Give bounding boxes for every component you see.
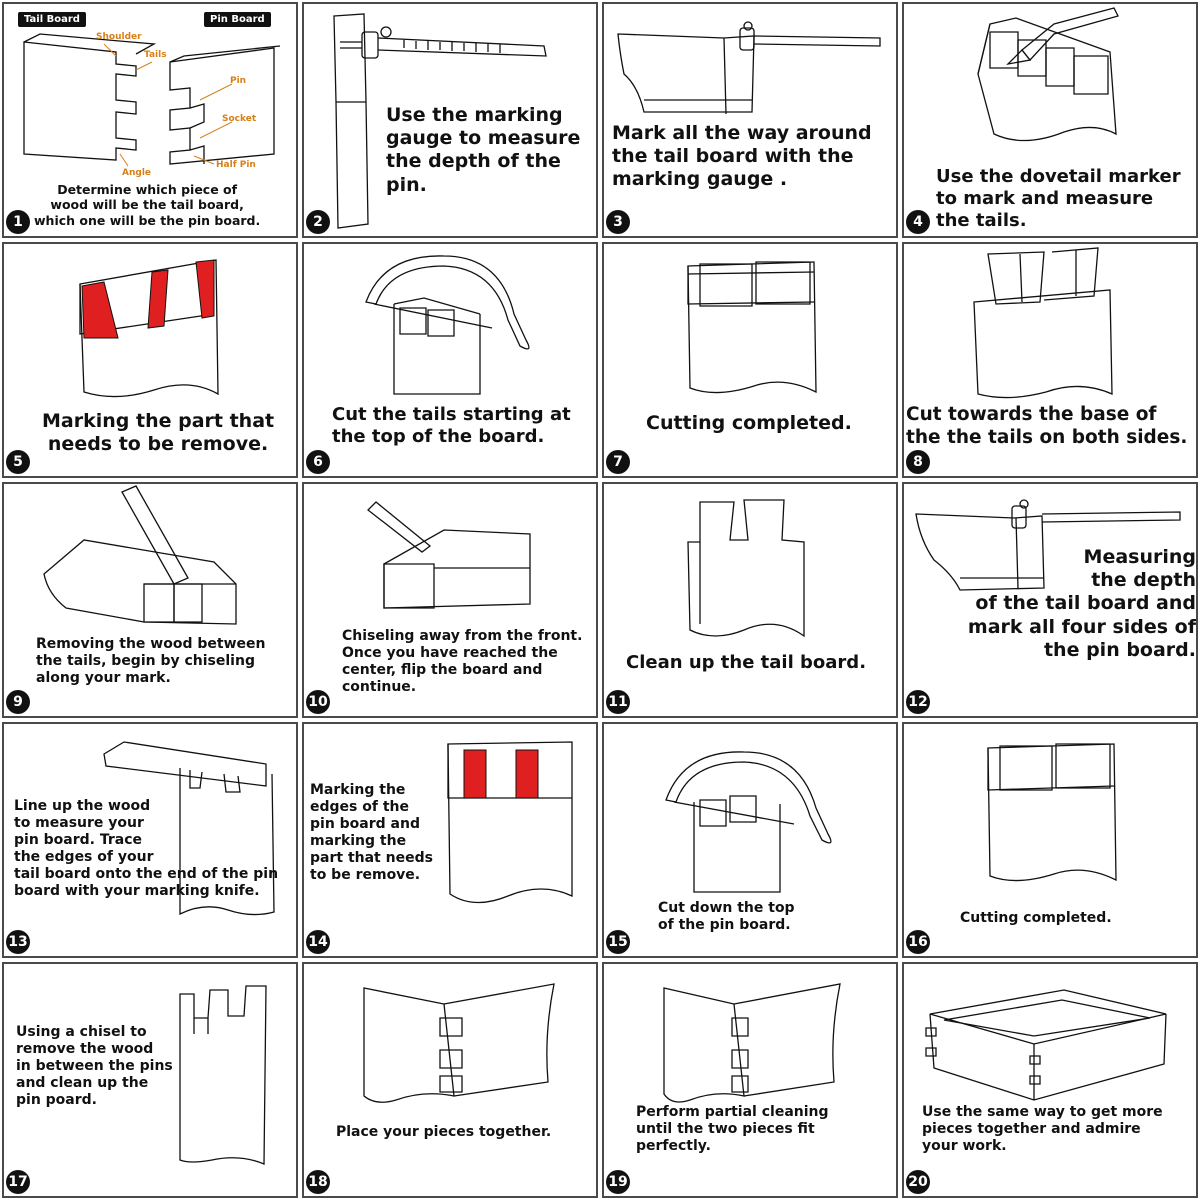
step-caption: Cut the tails starting at the top of the board. xyxy=(332,404,571,447)
step-caption: Mark all the way around the tail board with the marking gauge . xyxy=(612,122,872,191)
joint-cleaned-fit-illustration xyxy=(604,964,898,1198)
socket-label: Socket xyxy=(222,114,257,124)
step-panel-5 xyxy=(2,242,298,478)
half-pin-label: Half Pin xyxy=(216,160,256,170)
step-number-badge: 15 xyxy=(606,930,630,954)
marking-gauge-around-tail-board-illustration xyxy=(604,4,898,238)
step-panel-3 xyxy=(602,2,898,238)
step-panel-14 xyxy=(302,722,598,958)
step-caption: Use the marking gauge to measure the depth of the pin. xyxy=(386,104,581,196)
step-caption: Measuring the depth of the tail board and mark all four sides of the pin board. xyxy=(967,546,1196,661)
step-number-badge: 13 xyxy=(6,930,30,954)
step-number-badge: 11 xyxy=(606,690,630,714)
finished-box-illustration xyxy=(904,964,1198,1198)
step-caption: Perform partial cleaning until the two pieces fit perfectly. xyxy=(636,1104,829,1155)
step-caption: Marking the edges of the pin board and marking the part that needs to be remove. xyxy=(310,782,433,884)
step-caption: Cutting completed. xyxy=(646,412,852,434)
pin-board-tag: Pin Board xyxy=(204,12,271,27)
step-number-badge: 20 xyxy=(906,1170,930,1194)
step-number-badge: 10 xyxy=(306,690,330,714)
step-panel-4 xyxy=(902,2,1198,238)
step-number-badge: 18 xyxy=(306,1170,330,1194)
step-panel-1 xyxy=(2,2,298,238)
step-caption: Chiseling away from the front. Once you have reached the center, flip the board and continue. xyxy=(342,628,583,696)
step-number-badge: 17 xyxy=(6,1170,30,1194)
step-panel-12 xyxy=(902,482,1198,718)
step-panel-20 xyxy=(902,962,1198,1198)
joint-assembled-illustration xyxy=(304,964,598,1198)
step-panel-15 xyxy=(602,722,898,958)
step-caption: Clean up the tail board. xyxy=(626,652,867,673)
pin-label: Pin xyxy=(230,76,247,86)
step-panel-11 xyxy=(602,482,898,718)
step-panel-2 xyxy=(302,2,598,238)
step-panel-8 xyxy=(902,242,1198,478)
step-number-badge: 12 xyxy=(906,690,930,714)
step-number-badge: 1 xyxy=(6,210,30,234)
step-caption: Removing the wood between the tails, begin by chiseling along your mark. xyxy=(36,636,266,687)
step-number-badge: 4 xyxy=(906,210,930,234)
step-panel-7 xyxy=(602,242,898,478)
angle-label: Angle xyxy=(122,168,152,178)
tails-label: Tails xyxy=(144,50,167,60)
step-number-badge: 19 xyxy=(606,1170,630,1194)
tail-board-tag: Tail Board xyxy=(18,12,86,27)
step-number-badge: 16 xyxy=(906,930,930,954)
step-number-badge: 2 xyxy=(306,210,330,234)
step-number-badge: 7 xyxy=(606,450,630,474)
step-caption: Cutting completed. xyxy=(960,910,1112,926)
step-caption: Marking the part that needs to be remove. xyxy=(42,410,275,456)
step-number-badge: 14 xyxy=(306,930,330,954)
cleaned-tail-board-illustration xyxy=(604,484,898,718)
step-panel-10 xyxy=(302,482,598,718)
shoulder-label: Shoulder xyxy=(96,32,142,42)
step-panel-17 xyxy=(2,962,298,1198)
step-number-badge: 6 xyxy=(306,450,330,474)
step-panel-18 xyxy=(302,962,598,1198)
step-panel-13 xyxy=(2,722,298,958)
step-panel-19 xyxy=(602,962,898,1198)
step-number-badge: 8 xyxy=(906,450,930,474)
step-panel-6 xyxy=(302,242,598,478)
step-caption: Cut towards the base of the the tails on both sides. xyxy=(906,404,1188,448)
step-number-badge: 9 xyxy=(6,690,30,714)
step-caption: Line up the wood to measure your pin board. Trace the edges of your tail board onto the end of the pin board with your marking knife. xyxy=(14,798,279,900)
step-caption: Determine which piece of wood will be the tail board, which one will be the pin board. xyxy=(34,182,261,228)
step-caption: Use the same way to get more pieces together and admire your work. xyxy=(922,1104,1163,1155)
step-caption: Place your pieces together. xyxy=(336,1124,552,1140)
step-panel-9 xyxy=(2,482,298,718)
tails-cut-completed-illustration xyxy=(604,244,898,478)
step-number-badge: 5 xyxy=(6,450,30,474)
step-caption: Use the dovetail marker to mark and measure the tails. xyxy=(936,166,1181,231)
step-caption: Cut down the top of the pin board. xyxy=(658,900,795,934)
step-panel-16 xyxy=(902,722,1198,958)
step-caption: Using a chisel to remove the wood in between the pins and clean up the pin poard. xyxy=(16,1024,173,1109)
step-number-badge: 3 xyxy=(606,210,630,234)
